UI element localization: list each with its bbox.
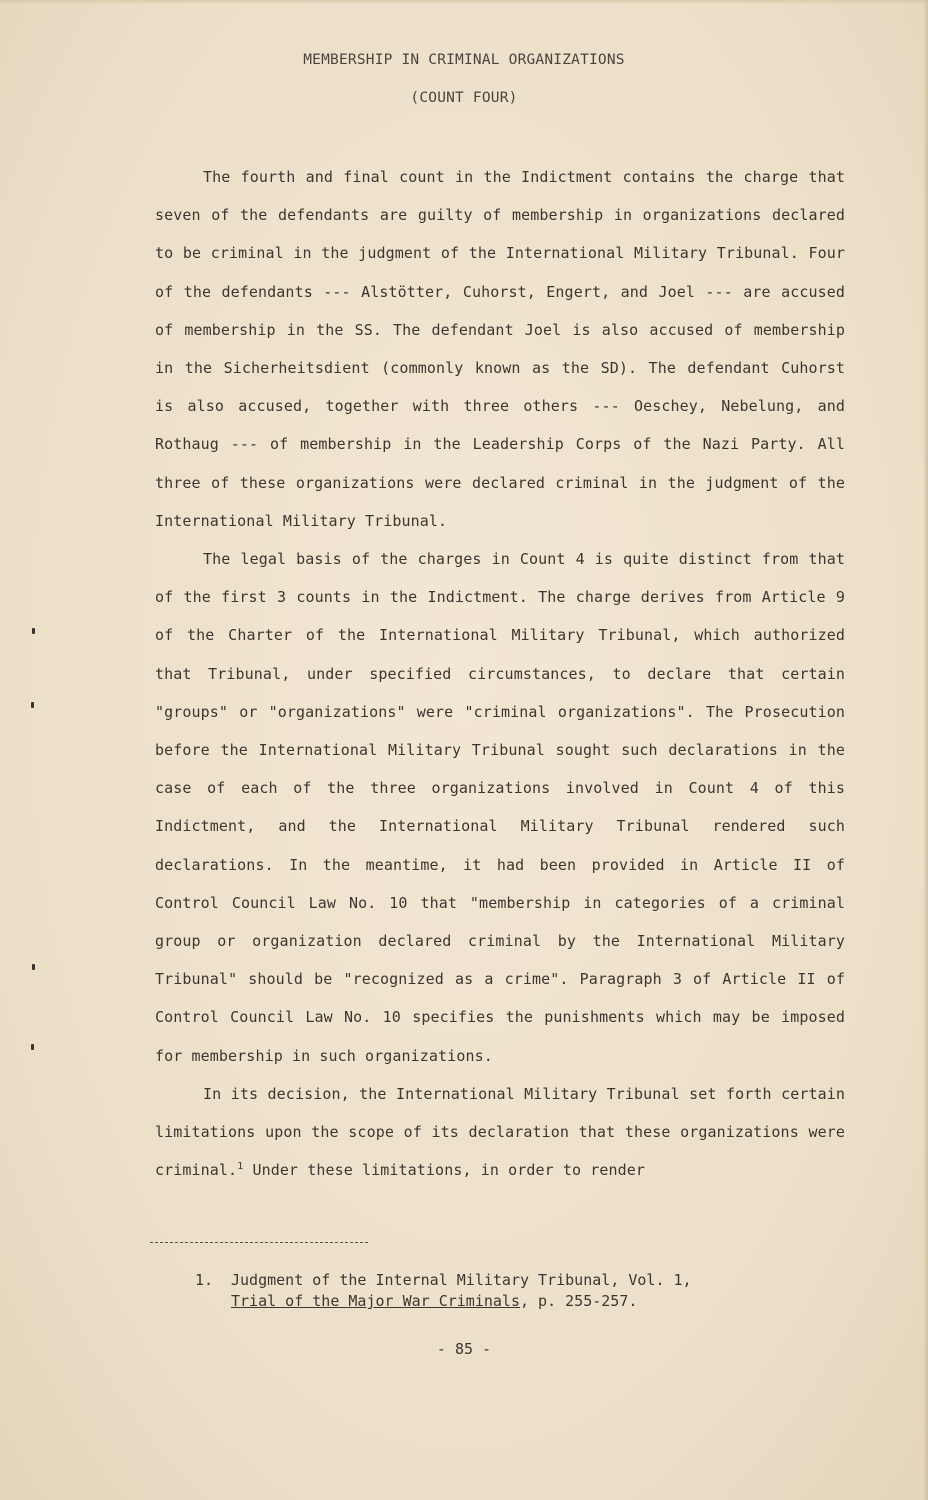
- footnote-pages: , p. 255-257.: [519, 1292, 638, 1310]
- footnote-number: 1.: [195, 1271, 214, 1289]
- page-title: MEMBERSHIP IN CRIMINAL ORGANIZATIONS: [303, 52, 625, 68]
- page-top-edge: [0, 0, 928, 4]
- page-right-edge: [923, 0, 928, 1500]
- footnote-reference: 1: [237, 1161, 244, 1173]
- footnote-citation: Judgment of the Internal Military Tribunal, Vol. 1,: [231, 1271, 692, 1289]
- footnote-line-1: [195, 1270, 692, 1291]
- binding-mark: [32, 628, 35, 634]
- binding-mark: [31, 1044, 34, 1050]
- page-subtitle: (COUNT FOUR): [410, 90, 518, 106]
- footnote-line-2: [195, 1291, 692, 1312]
- paragraph-3-text: In its decision, the International Military Tribunal set forth certain limitations upon the scope of its declaration that these organizations were criminal.: [155, 1084, 845, 1180]
- binding-mark: [31, 702, 34, 708]
- binding-mark: [32, 964, 35, 970]
- footnote-title: Trial of the Major War Criminals: [231, 1292, 520, 1310]
- paragraph-3: [155, 1075, 845, 1190]
- page-number: - 85 -: [436, 1340, 492, 1358]
- body-text: [155, 158, 845, 1189]
- paragraph-2: The legal basis of the charges in Count 4 is quite distinct from that of the first 3 counts in the Indictment. The charge derives from Article 9 of the Charter of the International Military Tribunal, which authorized that Tribunal, under specified circumstances, to declare that certain "groups" or "organizations" were "criminal organizations". The Prosecution before the International Military Tribunal sought such declarations in the case of each of the three organizations involved in Count 4 of this Indictment, and the International Military Tribunal rendered such declarations. In the meantime, it had been provided in Article II of Control Council Law No. 10 that "membership in categories of a criminal group or organization declared criminal by the International Military Tribunal" should be "recognized as a crime". Paragraph 3 of Article II of Control Council Law No. 10 specifies the punishments which may be imposed for membership in such organizations.: [155, 550, 845, 1065]
- paragraph-3-continuation: Under these limitations, in order to render: [243, 1161, 646, 1180]
- paragraph-1: The fourth and final count in the Indictment contains the charge that seven of the defendants are guilty of membership in organizations declared to be criminal in the judgment of the International Military Tribunal. Four of the defendants --- Alstötter, Cuhorst, Engert, and Joel --- are accused of membership in the SS. The defendant Joel is also accused of membership in the Sicherheitsdient (commonly known as the SD). The defendant Cuhorst is also accused, together with three others --- Oeschey, Nebelung, and Rothaug --- of membership in the Leadership Corps of the Nazi Party. All three of these organizations were declared criminal in the judgment of the International Military Tribunal.: [155, 168, 845, 530]
- footnote-divider: [150, 1242, 368, 1243]
- footnote: [195, 1270, 692, 1312]
